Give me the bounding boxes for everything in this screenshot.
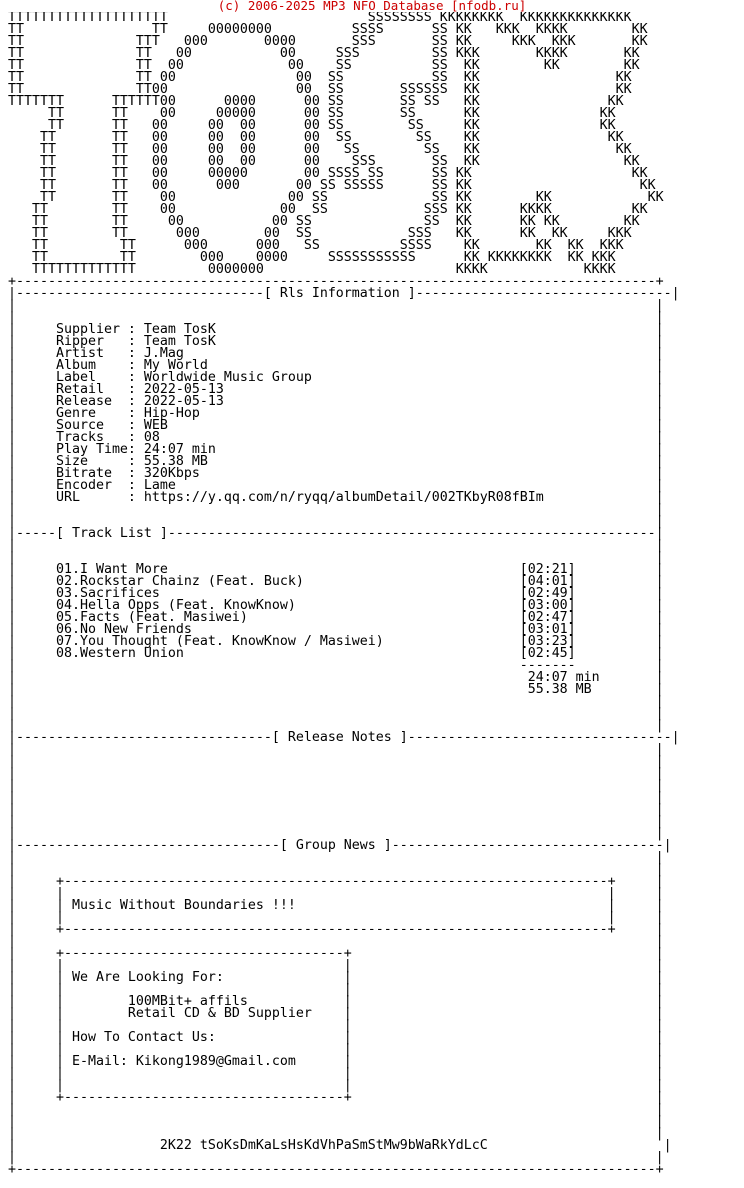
nfo-line: | | [8,538,664,553]
nfo-line: | URL : https://y.qq.com/n/ryqq/albumDetail/002TKbyR08fBIm | [8,490,664,505]
nfo-line: TTTTTTTTTTTTT 0000000 KKKK KKKK [8,262,616,277]
nfo-line: |---------------------------------[ Group News ]----------------------------------| [8,838,672,853]
nfo-line: | | [8,1126,664,1141]
nfo-line: | | [8,1114,664,1129]
nfo-line: | | [8,790,664,805]
nfo-line: | | [8,862,664,877]
nfo-line: TT TT 00 000 00 SS SSSSS SS KK KK [8,178,656,193]
nfo-line: | | | | [8,886,664,901]
nfo-line: | | Music Without Boundaries !!! | | [8,898,664,913]
nfo-line: | | | | [8,1078,664,1093]
nfo-line: | +--------------------------------------------------------------------+ | [8,874,664,889]
nfo-line: TT TT 00 00 00 00 SS SS KK KK [8,142,632,157]
nfo-line: | 24:07 min | [8,670,664,685]
nfo-line: | | [8,550,664,565]
nfo-line: | | Retail CD & BD Supplier | | [8,1006,664,1021]
nfo-line: | | | | [8,958,664,973]
nfo-line: | Album : My World | [8,358,664,373]
nfo-line: | | How To Contact Us: | | [8,1030,664,1045]
nfo-line: | | [8,1102,664,1117]
nfo-line: |-------------------------------[ Rls Information ]--------------------------------| [8,286,680,301]
nfo-line: | +-----------------------------------+ | [8,1090,664,1105]
nfo-line: | +--------------------------------------------------------------------+ | [8,922,664,937]
nfo-line: | | [8,298,664,313]
nfo-line: | +-----------------------------------+ | [8,946,664,961]
nfo-line: TT TT 00 00 SS SS KK KK KK [8,58,640,73]
nfo-line: TT TT 00 00 SS SS KK KK KK [8,190,664,205]
nfo-line: | | [8,718,664,733]
nfo-line: | Bitrate : 320Kbps | [8,466,664,481]
nfo-line: | | [8,514,664,529]
nfo-line: | 01.I Want More [02:21] | [8,562,664,577]
nfo-line: | | We Are Looking For: | | [8,970,664,985]
nfo-line: TT TT 00 00000 00 SS SS KK KK [8,106,616,121]
nfo-line: | 2K22 tSoKsDmKaLsHsKdVhPaSmStMw9bWaRkYdLcC | [8,1138,672,1153]
nfo-line: TT TT 00 00 SSS SS KKK KKKK KK [8,46,640,61]
nfo-line: | 06.No New Friends [03:01] | [8,622,664,637]
nfo-line: | Play Time: 24:07 min | [8,442,664,457]
nfo-line: | 02.Rockstar Chainz (Feat. Buck) [04:01] | [8,574,664,589]
nfo-line: | 03.Sacrifices [02:49] | [8,586,664,601]
nfo-line: TT TT 00 00 00 00 SS SS KK KK [8,118,616,133]
nfo-line: | Artist : J.Mag | [8,346,664,361]
nfo-line: | Label : Worldwide Music Group | [8,370,664,385]
nfo-line: | Genre : Hip-Hop | [8,406,664,421]
nfo-line: | | | | [8,982,664,997]
nfo-line: TT TT 000 00 SS SSS KK KK KK KKK [8,226,632,241]
nfo-line: | Encoder : Lame | [8,478,664,493]
nfo-line: +--------------------------------------------------------------------------------+ [8,1162,664,1176]
nfo-text [8,12,738,1176]
nfo-line: | 55.38 MB | [8,682,664,697]
nfo-line: | | [8,754,664,769]
nfo-line: TT TT 000 0000 SSSSSSSSSSS KK KKKKKKKK KK KKK [8,250,616,265]
nfo-line: | Source : WEB | [8,418,664,433]
nfo-line: | Release : 2022-05-13 | [8,394,664,409]
nfo-line: | Size : 55.38 MB | [8,454,664,469]
nfo-line: | Supplier : Team TosK | [8,322,664,337]
nfo-line: TTTTTTTTTTTTTTTTTTTT SSSSSSSS KKKKKKKK KKKKKKKKKKKKKK [8,12,632,25]
nfo-line: | 07.You Thought (Feat. KnowKnow / Masiwei) [03:23] | [8,634,664,649]
nfo-line: TT TTT 000 0000 SSS SS KK KKK KKK KK [8,34,648,49]
nfo-line: | | [8,766,664,781]
nfo-line: | | | | [8,1018,664,1033]
nfo-line: | | [8,850,664,865]
nfo-line: | | | | [8,910,664,925]
nfo-line: |--------------------------------[ Release Notes ]---------------------------------| [8,730,680,745]
nfo-line: |-----[ Track List ]-------------------------------------------------------------| [8,526,664,541]
nfo-line: TTTTTTT TTTTTT00 0000 00 SS SS SS KK KK [8,94,624,109]
nfo-line: | | [8,706,664,721]
nfo-line: | | [8,310,664,325]
nfo-line: | | [8,934,664,949]
nfo-line: | | [8,778,664,793]
nfo-line: | 05.Facts (Feat. Masiwei) [02:47] | [8,610,664,625]
nfo-line: | | E-Mail: Kikong1989@Gmail.com | | [8,1054,664,1069]
nfo-line: | | [8,1150,664,1165]
nfo-line: TT TT 00 00000 00 SSSS SS SS KK KK [8,166,648,181]
nfo-line: TT TT 000 000 SS SSSS KK KK KK KKK [8,238,624,253]
nfo-line: | Retail : 2022-05-13 | [8,382,664,397]
nfo-line: TT TT00 00 SS SSSSSS KK KK [8,82,632,97]
nfo-line: | | | | [8,1066,664,1081]
nfo-line: | | [8,694,664,709]
nfo-line: | | | | [8,1042,664,1057]
nfo-line: | | [8,742,664,757]
nfo-line: TT TT 00 00 SS SS KK KK [8,70,632,85]
nfo-line: TT TT 00 00 00 00 SS SS KK KK [8,130,624,145]
nfo-line: | | [8,826,664,841]
nfo-line: | ------- | [8,658,664,673]
nfo-line: | | [8,814,664,829]
nfo-line: | 08.Western Union [02:45] | [8,646,664,661]
nfo-line: TT TT 00 00 SS SSS KK KKKK KK [8,202,648,217]
nfo-line: TT TT 00 00 SS SS KK KK KK KK [8,214,640,229]
nfo-line: TT TT 00000000 SSSS SS KK KKK KKKK KK [8,22,648,37]
nfo-line: TT TT 00 00 00 00 SSS SS KK KK [8,154,640,169]
nfo-line: | | [8,802,664,817]
nfo-line: | 04.Hella Opps (Feat. KnowKnow) [03:00] | [8,598,664,613]
nfo-line: +--------------------------------------------------------------------------------+ [8,274,664,289]
nfo-line: | | [8,502,664,517]
nfo-line: | Ripper : Team TosK | [8,334,664,349]
nfo-line: | Tracks : 08 | [8,430,664,445]
nfodb-header-link[interactable]: (c) 2006-2025 MP3 NFO Database [nfodb.ru] [217,0,527,13]
nfo-line: | | 100MBit+ affils | | [8,994,664,1009]
